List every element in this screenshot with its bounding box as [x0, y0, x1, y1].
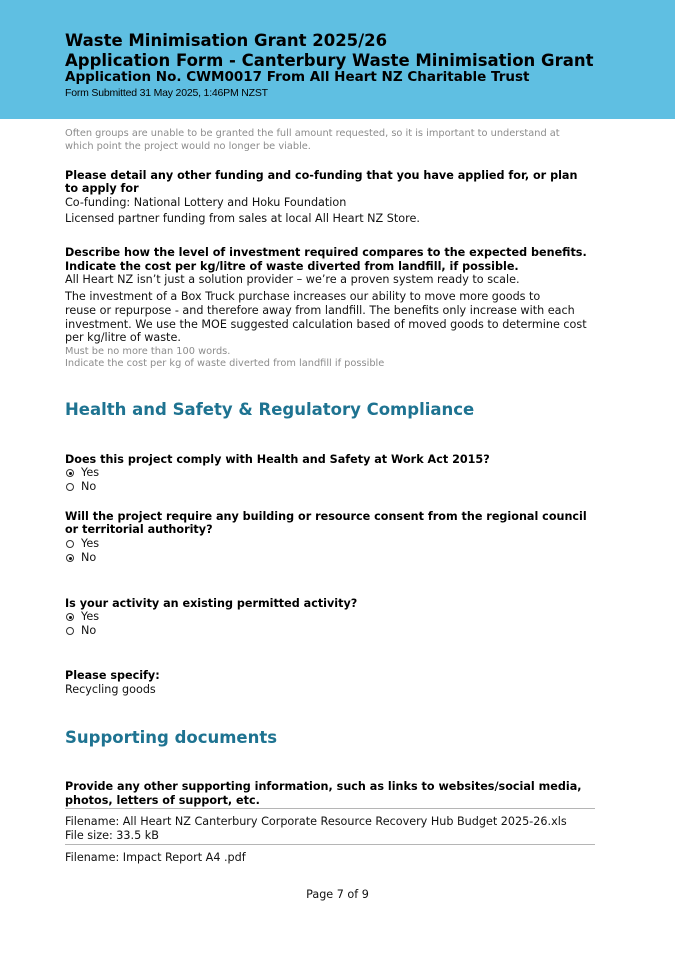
viability-hint-line1: Often groups are unable to be granted the full amount requested, so it is important to understand at	[65, 128, 560, 139]
application-number: Application No. CWM0017 From All Heart NZ Charitable Trust	[65, 69, 530, 85]
specify-value: Recycling goods	[65, 683, 156, 696]
grant-title: Waste Minimisation Grant 2025/26	[65, 31, 388, 50]
specify-label: Please specify:	[65, 669, 160, 682]
hs-act-question: Does this project comply with Health and Safety at Work Act 2015?	[65, 453, 490, 466]
radio-selected-icon	[66, 613, 74, 621]
consent-option-yes[interactable]	[65, 537, 99, 551]
file-1-name[interactable]: Filename: All Heart NZ Canterbury Corporate Resource Recovery Hub Budget 2025-26.xls	[65, 815, 567, 828]
submitted-timestamp: Form Submitted 31 May 2025, 1:46PM NZST	[65, 87, 268, 99]
form-header	[0, 0, 675, 119]
viability-hint-line2: which point the project would no longer be viable.	[65, 141, 311, 152]
investment-answer-line1: The investment of a Box Truck purchase increases our ability to move more goods to	[65, 290, 541, 303]
investment-answer-line4: per kg/litre of waste.	[65, 331, 181, 344]
investment-answer-p1: All Heart NZ isn’t just a solution provider – we’re a proven system ready to scale.	[65, 273, 520, 286]
consent-question-line2: or territorial authority?	[65, 523, 213, 536]
permitted-activity-question: Is your activity an existing permitted activity?	[65, 597, 358, 610]
investment-question-line2: Indicate the cost per kg/litre of waste diverted from landfill, if possible.	[65, 260, 519, 273]
option-label: No	[81, 551, 97, 564]
option-label: Yes	[81, 466, 100, 479]
file-1-size: File size: 33.5 kB	[65, 829, 159, 842]
option-label: No	[81, 624, 97, 637]
funding-question-line1: Please detail any other funding and co-funding that you have applied for, or plan	[65, 169, 578, 182]
option-label: Yes	[81, 610, 100, 623]
option-label: Yes	[81, 537, 100, 550]
file-2-name[interactable]: Filename: Impact Report A4 .pdf	[65, 851, 246, 864]
funding-question-line2: to apply for	[65, 182, 139, 195]
radio-unselected-icon	[66, 627, 74, 635]
supporting-info-question-line1: Provide any other supporting information, such as links to websites/social media,	[65, 780, 582, 793]
section-title-health-safety: Health and Safety & Regulatory Compliance	[65, 400, 475, 419]
investment-answer-line3: investment. We use the MOE suggested calculation based of moved goods to determine cost	[65, 318, 587, 331]
option-label: No	[81, 480, 97, 493]
permitted-option-no[interactable]	[65, 624, 96, 638]
consent-option-no[interactable]	[65, 551, 96, 565]
form-name: Application Form - Canterbury Waste Minimisation Grant	[65, 51, 594, 70]
hs-act-option-yes[interactable]	[65, 466, 99, 480]
divider	[65, 844, 595, 845]
radio-selected-icon	[66, 554, 74, 562]
funding-answer-1: Co-funding: National Lottery and Hoku Foundation	[65, 196, 347, 209]
radio-unselected-icon	[66, 540, 74, 548]
supporting-info-question-line2: photos, letters of support, etc.	[65, 794, 260, 807]
divider	[65, 808, 595, 809]
permitted-option-yes[interactable]	[65, 610, 99, 624]
page-number: Page 7 of 9	[306, 888, 369, 901]
investment-question-line1: Describe how the level of investment required compares to the expected benefits.	[65, 246, 587, 259]
hs-act-option-no[interactable]	[65, 480, 96, 494]
cost-per-kg-hint: Indicate the cost per kg of waste diverted from landfill if possible	[65, 358, 385, 369]
investment-answer-line2: reuse or repurpose - and therefore away from landfill. The benefits only increase with each	[65, 304, 575, 317]
radio-unselected-icon	[66, 483, 74, 491]
section-title-supporting-documents: Supporting documents	[65, 728, 278, 747]
word-limit-hint: Must be no more than 100 words.	[65, 346, 231, 357]
consent-question-line1: Will the project require any building or resource consent from the regional council	[65, 510, 587, 523]
funding-answer-2: Licensed partner funding from sales at local All Heart NZ Store.	[65, 212, 420, 225]
radio-selected-icon	[66, 469, 74, 477]
